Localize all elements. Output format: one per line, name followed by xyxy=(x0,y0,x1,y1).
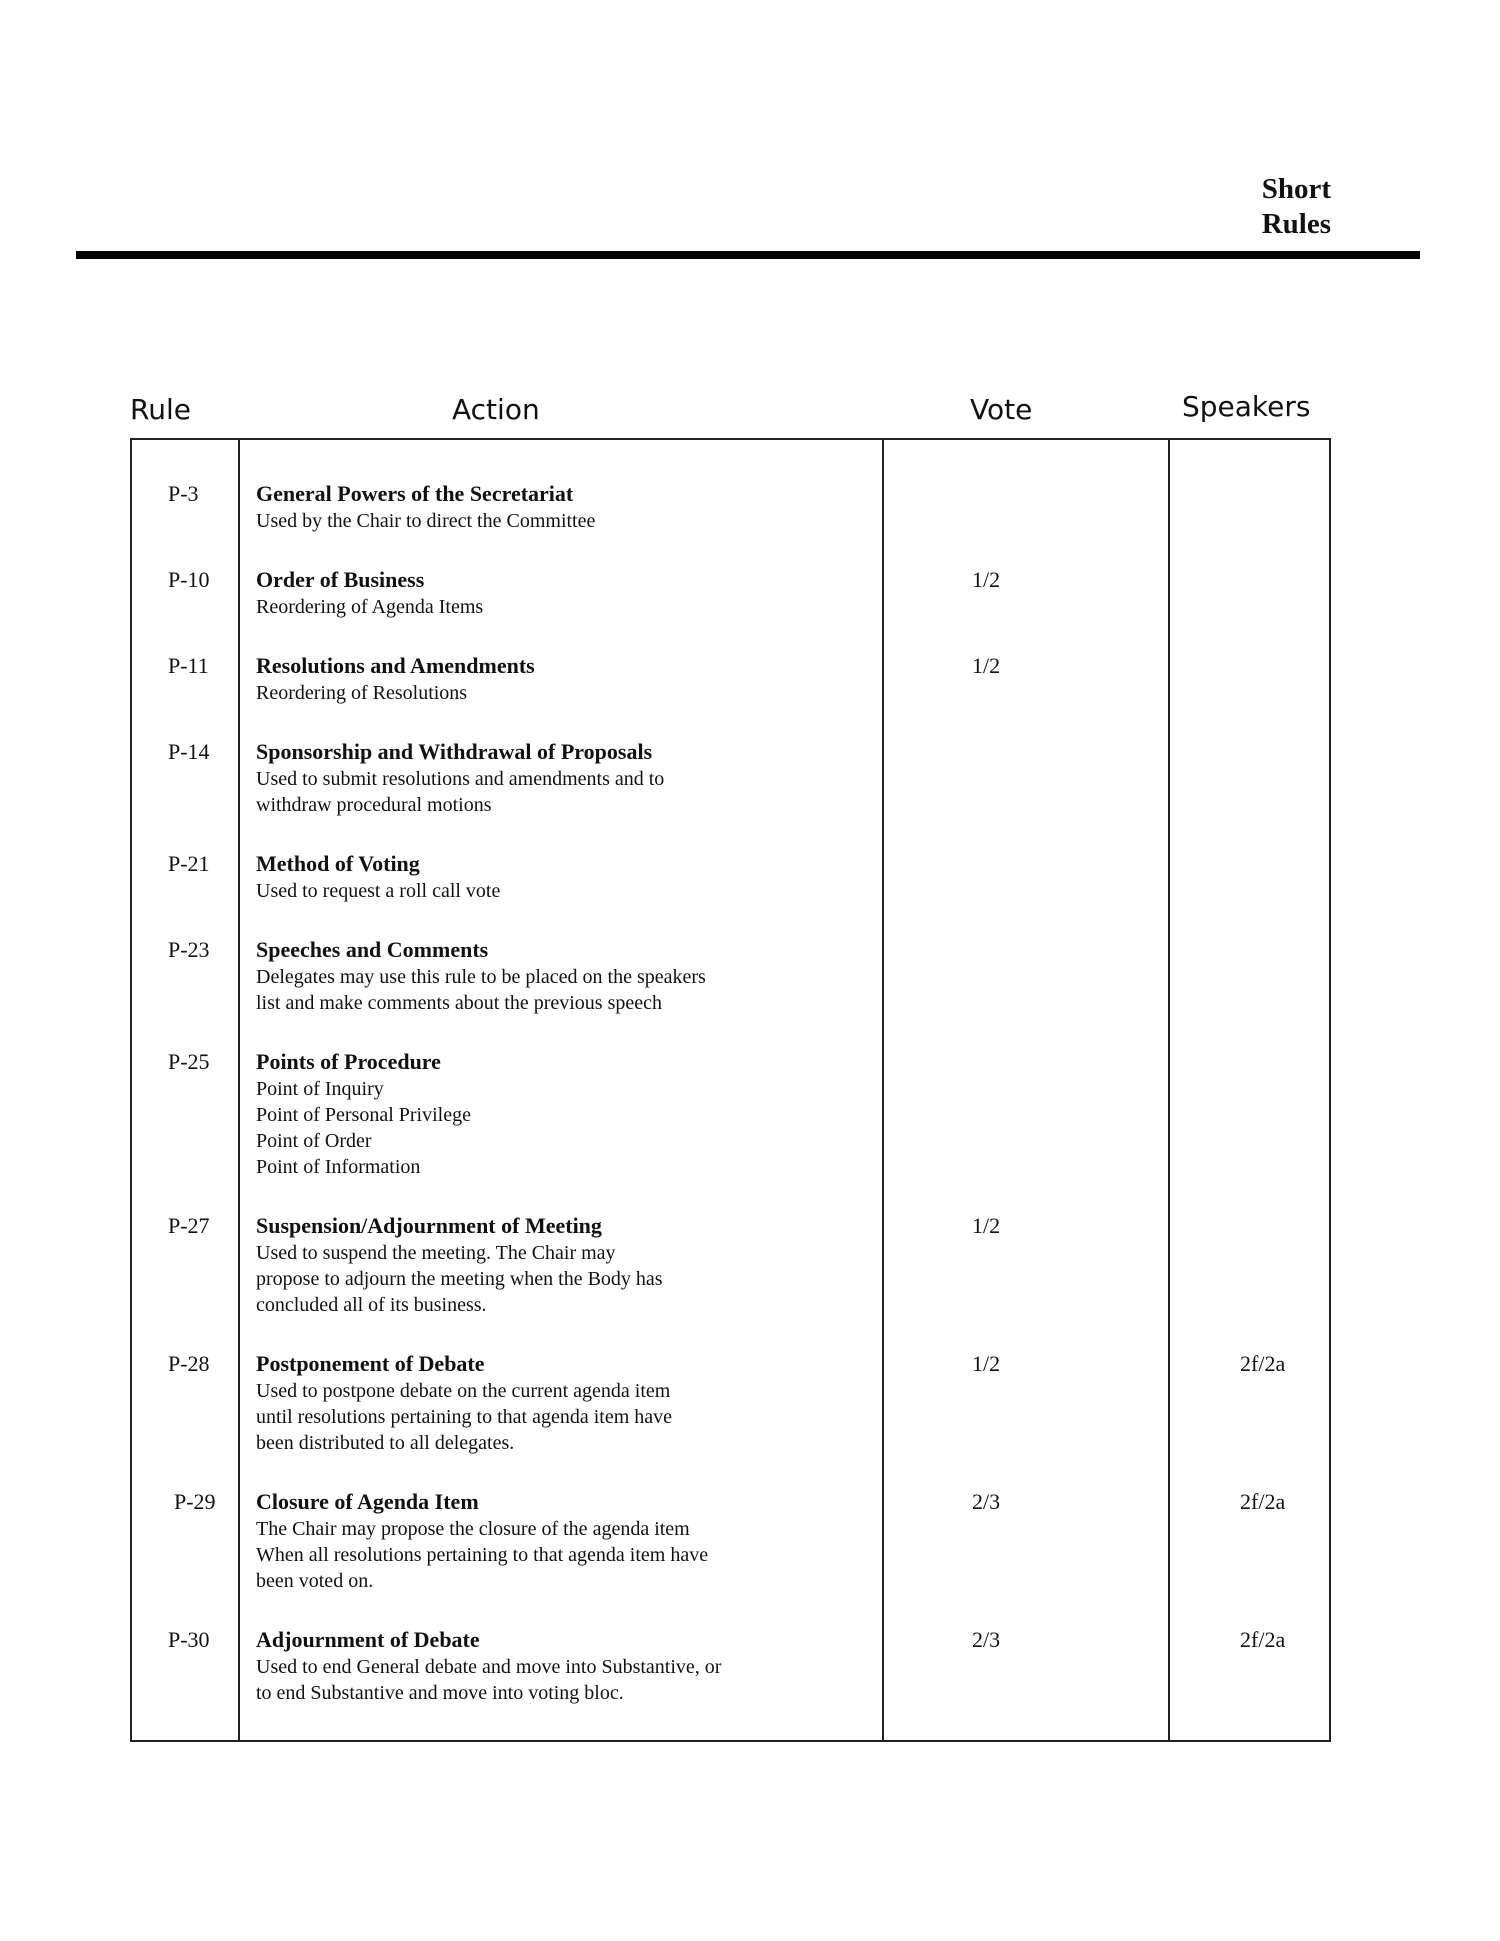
page-title-line-2: Rules xyxy=(1261,208,1331,240)
action-cell xyxy=(256,850,816,904)
action-description-line: Used to submit resolutions and amendments and to xyxy=(256,768,665,790)
rule-number: P-28 xyxy=(168,1351,210,1376)
rule-number: P-21 xyxy=(168,851,210,876)
action-cell xyxy=(256,936,816,1016)
speakers-value: 2f/2a xyxy=(1240,1351,1286,1376)
action-cell xyxy=(256,652,816,706)
action-cell xyxy=(256,1048,816,1180)
rule-number: P-27 xyxy=(168,1213,210,1238)
rule-number: P-11 xyxy=(168,653,209,678)
action-description-line: Reordering of Resolutions xyxy=(256,682,468,704)
action-description-line: Used to request a roll call vote xyxy=(256,880,501,902)
rule-number: P-29 xyxy=(174,1489,216,1514)
action-cell xyxy=(256,1212,816,1318)
speakers-value: 2f/2a xyxy=(1240,1489,1286,1514)
page-title-line-1: Short xyxy=(1261,173,1331,205)
action-description-line: until resolutions pertaining to that agenda item have xyxy=(256,1406,673,1428)
column-divider xyxy=(1168,440,1170,1740)
action-description-line: been distributed to all delegates. xyxy=(256,1432,515,1454)
vote-value: 1/2 xyxy=(972,1351,1001,1376)
rule-number: P-23 xyxy=(168,937,210,962)
vote-value: 2/3 xyxy=(972,1489,1001,1514)
column-header-rule: Rule xyxy=(130,393,191,426)
action-cell xyxy=(256,1488,816,1594)
action-description-line: to end Substantive and move into voting bloc. xyxy=(256,1682,624,1704)
action-title: Adjournment of Debate xyxy=(256,1627,480,1652)
column-header-vote: Vote xyxy=(970,393,1033,426)
action-cell xyxy=(256,738,816,818)
vote-value: 1/2 xyxy=(972,653,1001,678)
action-cell xyxy=(256,1626,816,1706)
action-title: General Powers of the Secretariat xyxy=(256,481,574,506)
action-description-line: When all resolutions pertaining to that agenda item have xyxy=(256,1544,709,1566)
rule-number: P-3 xyxy=(168,481,199,506)
action-title: Closure of Agenda Item xyxy=(256,1489,479,1514)
rule-number: P-10 xyxy=(168,567,210,592)
action-description-line: Point of Order xyxy=(256,1130,372,1152)
action-cell xyxy=(256,566,816,620)
action-title: Method of Voting xyxy=(256,851,420,876)
column-divider xyxy=(238,440,240,1740)
action-description-line: The Chair may propose the closure of the agenda item xyxy=(256,1518,690,1540)
action-description-line: Used to end General debate and move into Substantive, or xyxy=(256,1656,722,1678)
action-description-line: Reordering of Agenda Items xyxy=(256,596,484,618)
action-description-line: list and make comments about the previous speech xyxy=(256,992,663,1014)
vote-value: 2/3 xyxy=(972,1627,1001,1652)
column-header-action: Action xyxy=(452,393,540,426)
action-description-line: propose to adjourn the meeting when the Body has xyxy=(256,1268,663,1290)
action-title: Speeches and Comments xyxy=(256,937,489,962)
action-title: Postponement of Debate xyxy=(256,1351,485,1376)
action-cell xyxy=(256,480,816,534)
column-divider xyxy=(882,440,884,1740)
vote-value: 1/2 xyxy=(972,567,1001,592)
header-divider xyxy=(76,251,1420,259)
action-description-line: Used to suspend the meeting. The Chair may xyxy=(256,1242,616,1264)
page-title xyxy=(1262,172,1331,242)
column-header-speakers: Speakers xyxy=(1182,390,1311,423)
action-description-line: Delegates may use this rule to be placed on the speakers xyxy=(256,966,706,988)
speakers-value: 2f/2a xyxy=(1240,1627,1286,1652)
action-description-line: withdraw procedural motions xyxy=(256,794,492,816)
action-description-line: concluded all of its business. xyxy=(256,1294,487,1316)
action-description-line: Point of Information xyxy=(256,1156,421,1178)
rule-number: P-25 xyxy=(168,1049,210,1074)
rules-table xyxy=(130,438,1331,1742)
action-cell xyxy=(256,1350,816,1456)
vote-value: 1/2 xyxy=(972,1213,1001,1238)
action-description-line: Point of Personal Privilege xyxy=(256,1104,471,1126)
action-description-line: Used by the Chair to direct the Committee xyxy=(256,510,596,532)
rule-number: P-30 xyxy=(168,1627,210,1652)
action-title: Sponsorship and Withdrawal of Proposals xyxy=(256,739,653,764)
action-description-line: been voted on. xyxy=(256,1570,374,1592)
action-description-line: Point of Inquiry xyxy=(256,1078,384,1100)
action-description-line: Used to postpone debate on the current agenda item xyxy=(256,1380,671,1402)
action-title: Order of Business xyxy=(256,567,425,592)
action-title: Suspension/Adjournment of Meeting xyxy=(256,1213,602,1238)
action-title: Resolutions and Amendments xyxy=(256,653,535,678)
action-title: Points of Procedure xyxy=(256,1049,441,1074)
rule-number: P-14 xyxy=(168,739,210,764)
